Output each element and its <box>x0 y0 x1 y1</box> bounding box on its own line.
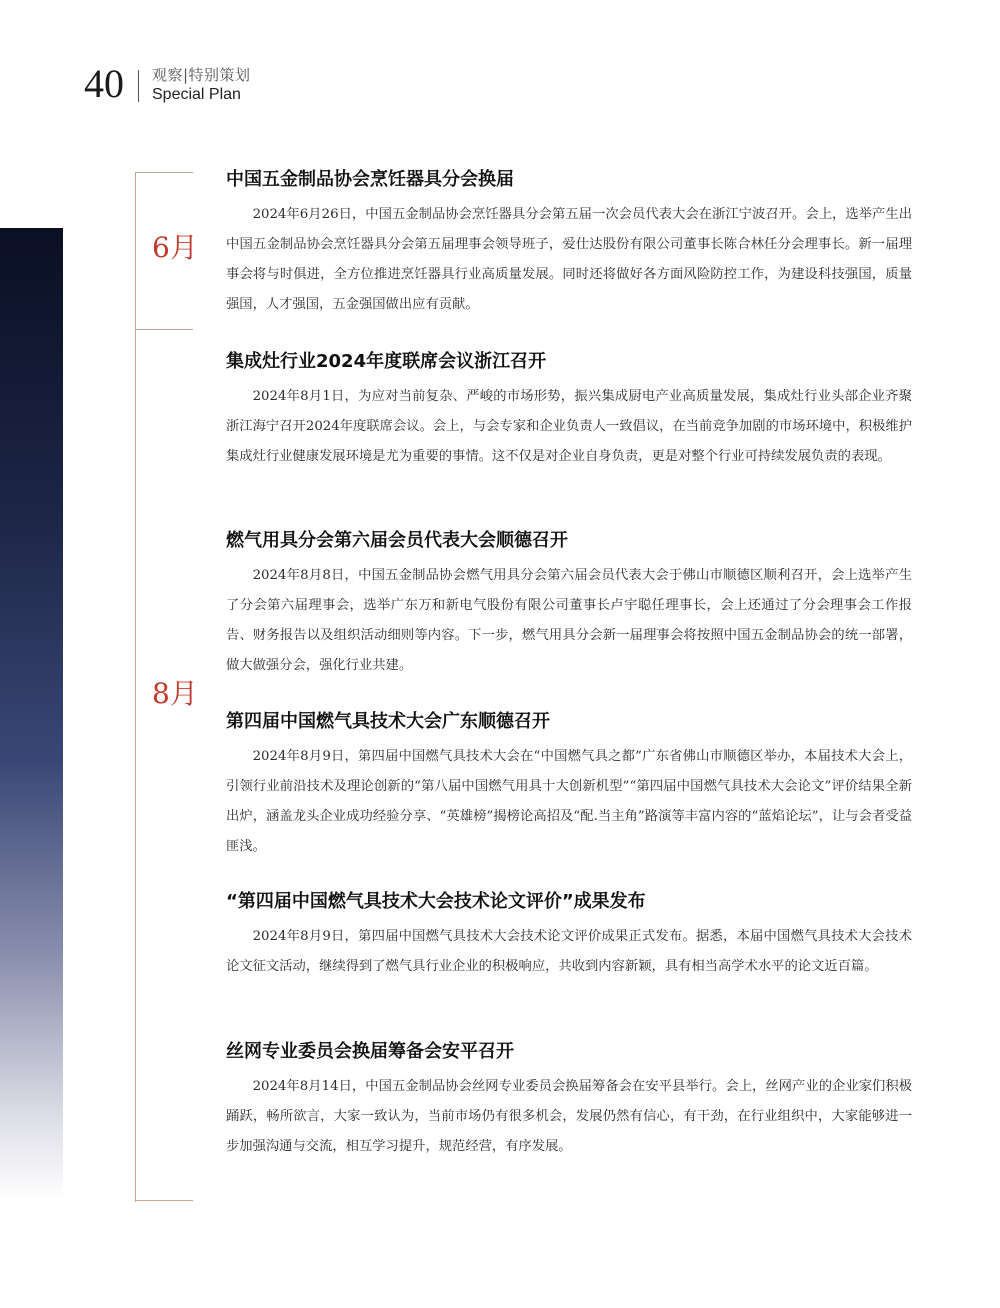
article <box>226 350 912 472</box>
article-body: 2024年6月26日，中国五金制品协会烹饪器具分会第五届一次会员代表大会在浙江宁波召开。会上，选举产生出中国五金制品协会烹饪器具分会第五届理事会领导班子，爱仕达股份有限公司董事长陈合林任分会理事长。新一届理事会将与时俱进，全方位推进烹饪器具行业高质量发展。同时还将做好各方面风险防控工作，为建设科技强国，质量强国，人才强国，五金强国做出应有贡献。 <box>226 207 912 312</box>
article-body: 2024年8月8日，中国五金制品协会燃气用具分会第六届会员代表大会于佛山市顺德区顺利召开，会上选举产生了分会第六届理事会，选举广东万和新电气股份有限公司董事长卢宇聪任理事长，会上还通过了分会理事会工作报告、财务报告以及组织活动细则等内容。下一步，燃气用具分会新一届理事会将按照中国五金制品协会的统一部署，做大做强分会，强化行业共建。 <box>226 568 912 673</box>
side-gradient-band <box>0 228 63 1200</box>
article <box>226 1040 912 1162</box>
article <box>226 168 912 320</box>
article <box>226 710 912 862</box>
timeline-line <box>135 172 136 1202</box>
month-label-august: 8月 <box>152 677 198 710</box>
article-body: 2024年8月9日，第四届中国燃气具技术大会技术论文评价成果正式发布。据悉，本届中国燃气具技术大会技术论文征文活动，继续得到了燃气具行业企业的积极响应，共收到内容新颖，具有相当高学术水平的论文近百篇。 <box>226 929 912 974</box>
article-title: 集成灶行业2024年度联席会议浙江召开 <box>226 351 547 372</box>
article <box>226 529 912 681</box>
article-title: 中国五金制品协会烹饪器具分会换届 <box>226 169 514 190</box>
section-title-cn: 观察|特别策划 <box>152 66 251 84</box>
article-body: 2024年8月14日，中国五金制品协会丝网专业委员会换届筹备会在安平县举行。会上，丝网产业的企业家们积极踊跃，畅所欲言，大家一致认为，当前市场仍有很多机会，发展仍然有信心，有干劲，在行业组织中，大家能够进一步加强沟通与交流，相互学习提升，规范经营，有序发展。 <box>226 1079 912 1154</box>
article-body: 2024年8月9日，第四届中国燃气具技术大会在“中国燃气具之都”广东省佛山市顺德区举办，本届技术大会上，引领行业前沿技术及理论创新的“第八届中国燃气用具十大创新机型”“第四届中国燃气具技术大会论文”评价结果全新出炉，涵盖龙头企业成功经验分享、“英雄榜”揭榜论高招及“配.当主角”路演等丰富内容的“蓝焰论坛”，让与会者受益匪浅。 <box>226 749 912 854</box>
article-title: 第四届中国燃气具技术大会广东顺德召开 <box>226 711 550 732</box>
section-title-en: Special Plan <box>152 86 241 103</box>
article-title: “第四届中国燃气具技术大会技术论文评价”成果发布 <box>226 891 646 912</box>
article-title: 丝网专业委员会换届筹备会安平召开 <box>226 1041 514 1062</box>
page-number: 40 <box>84 61 124 106</box>
timeline-tick <box>135 329 193 330</box>
timeline-tick <box>135 172 193 173</box>
article-title: 燃气用具分会第六届会员代表大会顺德召开 <box>226 530 568 551</box>
article <box>226 890 912 982</box>
header-divider <box>138 70 139 102</box>
month-label-june: 6月 <box>152 231 198 264</box>
article-body: 2024年8月1日，为应对当前复杂、严峻的市场形势，振兴集成厨电产业高质量发展，集成灶行业头部企业齐聚浙江海宁召开2024年度联席会议。会上，与会专家和企业负责人一致倡议，在当前竞争加剧的市场环境中，积极维护集成灶行业健康发展环境是尤为重要的事情。这不仅是对企业自身负责，更是对整个行业可持续发展负责的表现。 <box>226 389 912 464</box>
timeline-tick <box>135 1200 193 1201</box>
